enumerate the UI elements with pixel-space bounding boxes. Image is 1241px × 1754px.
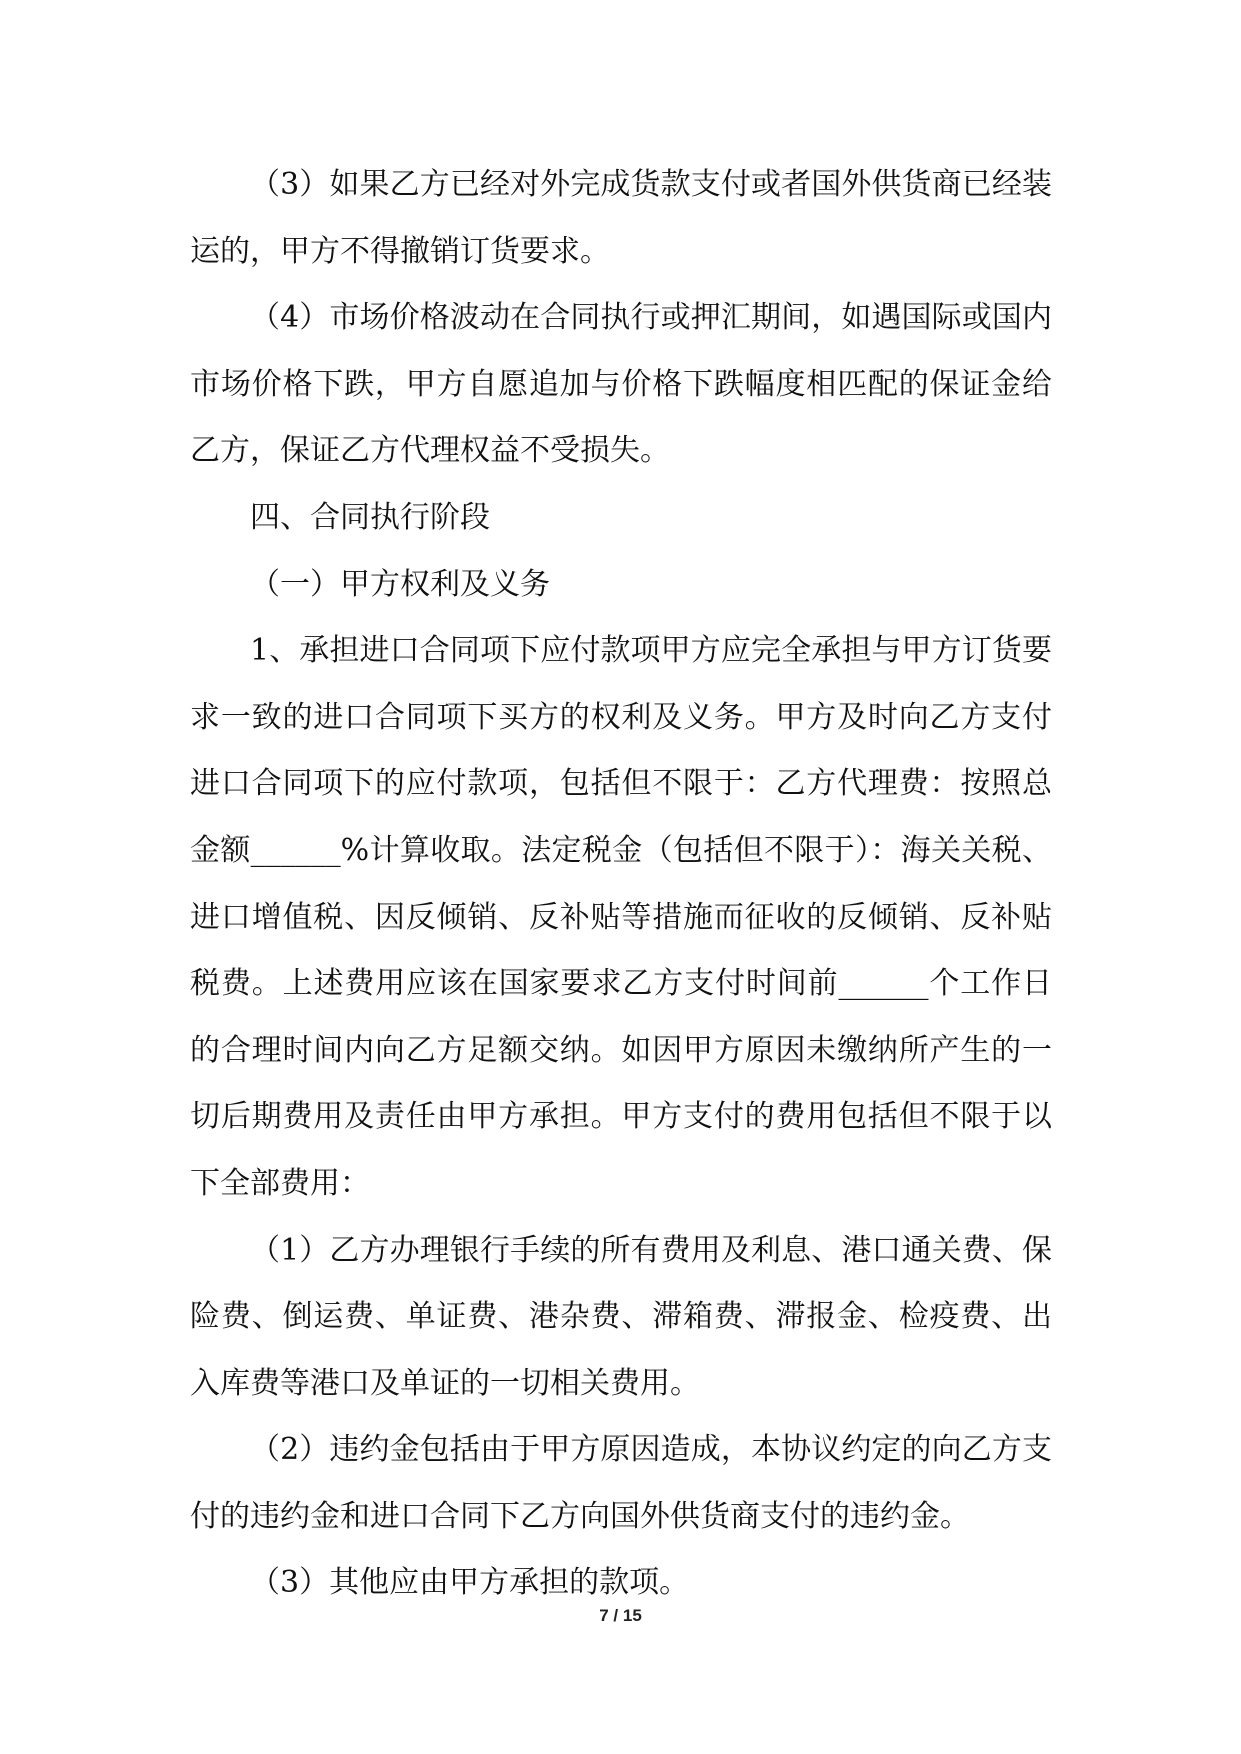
total-pages: 15 — [622, 1606, 642, 1625]
document-body — [190, 152, 1052, 1617]
page-separator: / — [613, 1606, 619, 1625]
paragraph-subitem-1: （1）乙方办理银行手续的所有费用及利息、港口通关费、保险费、倒运费、单证费、港杂费、滞箱费、滞报金、检疫费、出入库费等港口及单证的一切相关费用。 — [190, 1232, 1052, 1401]
current-page: 7 — [599, 1606, 609, 1625]
paragraph-clause-4: （4）市场价格波动在合同执行或押汇期间，如遇国际或国内市场价格下跌，甲方自愿追加与价格下跌幅度相匹配的保证金给乙方，保证乙方代理权益不受损失。 — [190, 300, 1052, 469]
paragraph-subitem-2: （2）违约金包括由于甲方原因造成，本协议约定的向乙方支付的违约金和进口合同下乙方向国外供货商支付的违约金。 — [190, 1432, 1052, 1534]
section-heading: 四、合同执行阶段 — [250, 499, 490, 535]
subsection-heading: （一）甲方权利及义务 — [250, 566, 550, 602]
paragraph-clause-3: （3）如果乙方已经对外完成货款支付或者国外供货商已经装运的，甲方不得撤销订货要求。 — [190, 167, 1052, 269]
paragraph-subitem-3: （3）其他应由甲方承担的款项。 — [250, 1565, 690, 1601]
page-number — [0, 1606, 1241, 1626]
paragraph-item-1: 1、承担进口合同项下应付款项甲方应完全承担与甲方订货要求一致的进口合同项下买方的权利及义务。甲方及时向乙方支付进口合同项下的应付款项，包括但不限于：乙方代理费：按照总金额______%计算收取。法定税金（包括但不限于）：海关关税、进口增值税、因反倾销、反补贴等措施而征收的反倾销、反补贴税费。上述费用应该在国家要求乙方支付时间前______个工作日的合理时间内向乙方足额交纳。如因甲方原因未缴纳所产生的一切后期费用及责任由甲方承担。甲方支付的费用包括但不限于以下全部费用： — [190, 633, 1052, 1201]
